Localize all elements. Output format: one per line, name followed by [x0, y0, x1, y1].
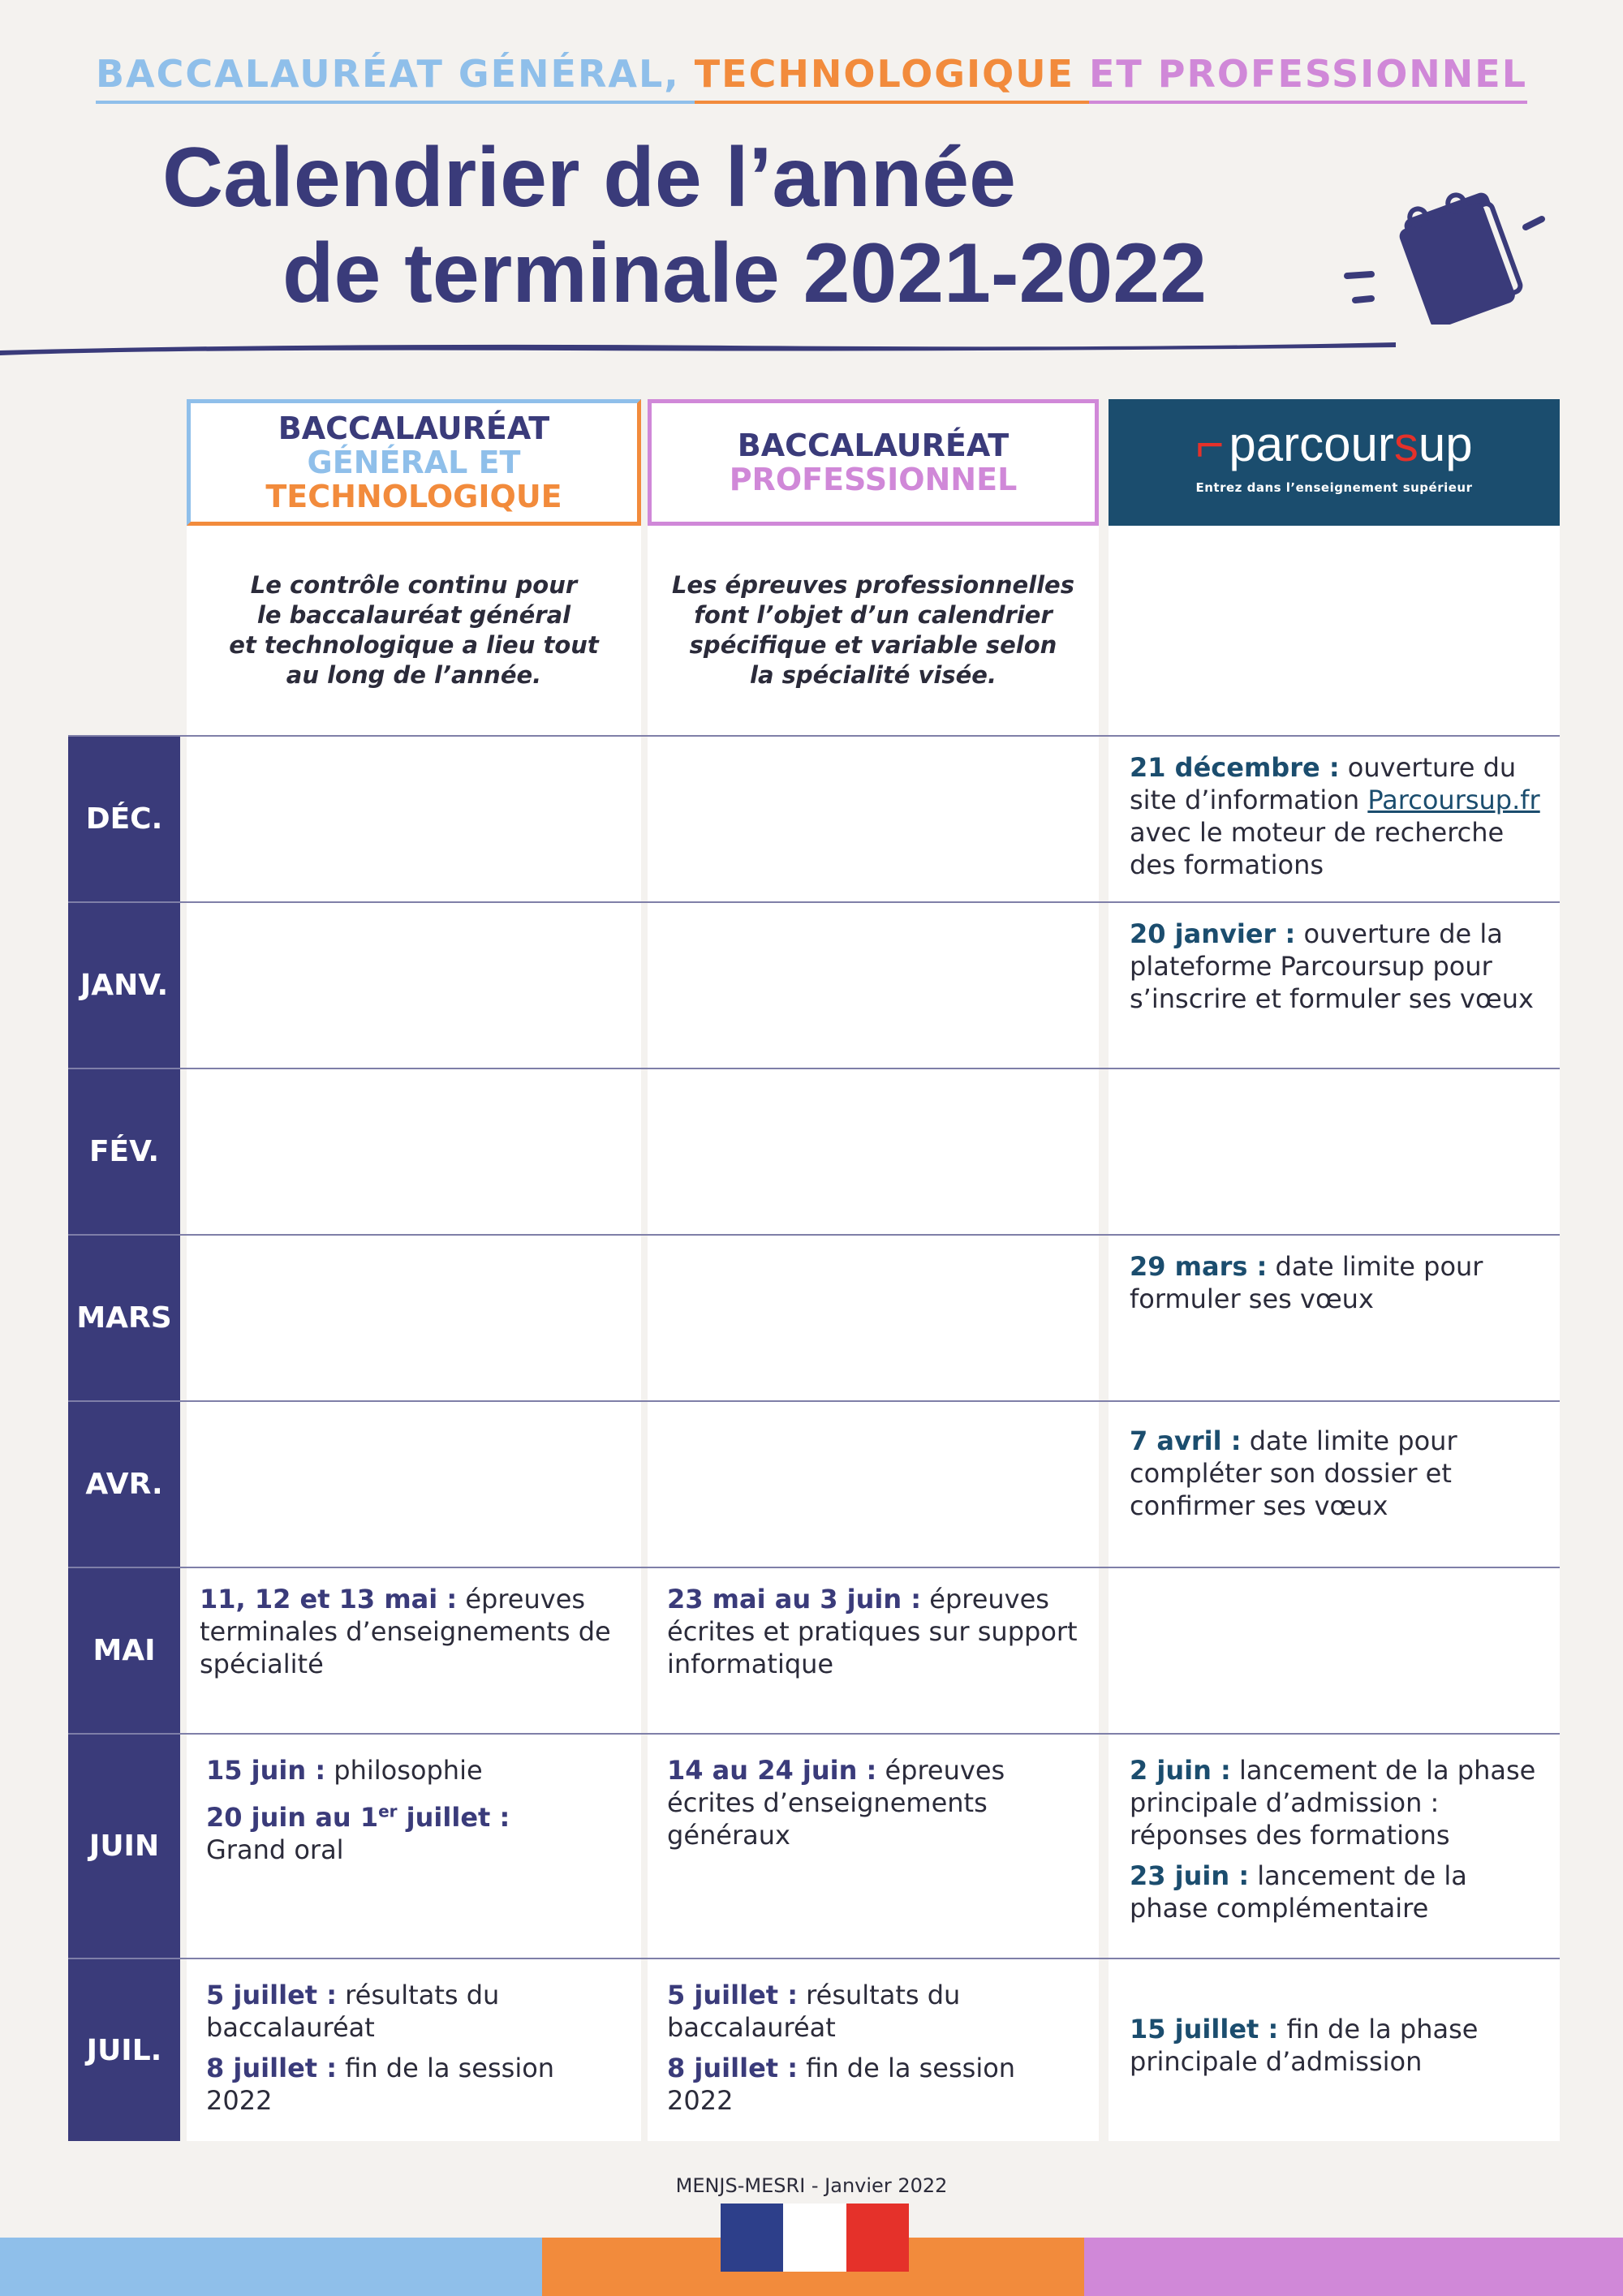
cell-pro-fev [648, 1069, 1099, 1234]
column-header-professionnel [648, 399, 1099, 526]
month-label: JUIL. [68, 1959, 180, 2141]
cell-gt-mai [187, 1568, 641, 1733]
cell-pro-juin [648, 1735, 1099, 1958]
note-gt-line-1: Le contrôle continu pour [250, 571, 578, 599]
logo-text-c: up [1418, 417, 1473, 471]
cell-pro-dec [648, 737, 1099, 901]
cell-ps-mai [1109, 1568, 1560, 1733]
cell-pro-avr [648, 1402, 1099, 1567]
cell-gt-mars [187, 1236, 641, 1400]
row-mars [68, 1234, 1560, 1400]
event-date: juillet : [397, 1801, 510, 1833]
header-part-general: BACCALAURÉAT GÉNÉRAL, [96, 52, 695, 104]
cell-gt-juin [187, 1735, 641, 1958]
event-date: 29 mars : [1130, 1251, 1268, 1282]
cell-gt-fev [187, 1069, 641, 1234]
cell-ps-mars [1109, 1236, 1560, 1400]
event-date: 20 juin au 1 [206, 1801, 379, 1833]
event-date: 11, 12 et 13 mai : [200, 1584, 458, 1615]
cell-pro-mai [648, 1568, 1099, 1733]
cell-gt-janv [187, 903, 641, 1068]
cell-pro-janv [648, 903, 1099, 1068]
cell-ps-avr [1109, 1402, 1560, 1567]
row-juil [68, 1958, 1560, 2141]
cell-ps-juil [1109, 1959, 1560, 2141]
month-label: JANV. [68, 903, 180, 1068]
row-avr [68, 1400, 1560, 1567]
cell-ps-fev [1109, 1069, 1560, 1234]
event-text: date limite pour compléter son dossier et confirmer ses vœux [1130, 1425, 1457, 1521]
event-text: épreuves écrites d’enseignements généraux [667, 1755, 1005, 1851]
parcoursup-logo [1195, 417, 1473, 505]
event-text: épreuves écrites et pratiques sur support informatique [667, 1584, 1078, 1679]
event-date: 21 décembre : [1130, 752, 1340, 783]
footer-credit: MENJS-MESRI - Janvier 2022 [675, 2174, 948, 2197]
cell-gt-avr [187, 1402, 641, 1567]
column-header-general-techno [187, 399, 641, 526]
column-header-parcoursup [1109, 399, 1560, 526]
event-text: fin de la session 2022 [667, 2053, 1016, 2116]
event-text: philosophie [325, 1755, 483, 1786]
logo-text-b: s [1393, 417, 1419, 471]
cell-gt-dec [187, 737, 641, 901]
event-text: fin de la session 2022 [206, 2053, 555, 2116]
cell-pro-juil [648, 1959, 1099, 2141]
event-date: 5 juillet : [667, 1980, 798, 2010]
republique-francaise-logo [721, 2204, 909, 2272]
note-pro-line-4: la spécialité visée. [750, 661, 997, 689]
event-text: fin de la phase principale d’admission [1130, 2014, 1479, 2077]
calendar-icon [1339, 178, 1550, 325]
logo-text-a: parcour [1229, 417, 1394, 471]
month-label: JUIN [68, 1735, 180, 1958]
month-label: MARS [68, 1236, 180, 1400]
note-gt-line-3: et technologique a lieu tout [229, 631, 599, 659]
event-text: résultats du baccalauréat [667, 1980, 961, 2043]
parcoursup-arrow-icon: ⌐ [1195, 417, 1225, 471]
event-date: 23 mai au 3 juin : [667, 1584, 922, 1615]
footer-bar-pink [1084, 2238, 1623, 2296]
cell-ps-juin [1109, 1735, 1560, 1958]
event-text: lancement de la phase complémentaire [1130, 1860, 1467, 1924]
month-label: MAI [68, 1568, 180, 1733]
note-general-techno [187, 526, 641, 735]
gt-header-line-2: GÉNÉRAL ET [307, 445, 521, 480]
event-date: 5 juillet : [206, 1980, 337, 2010]
row-dec [68, 735, 1560, 901]
row-fev [68, 1068, 1560, 1234]
event-date-sup: er [378, 1801, 398, 1821]
event-date: 8 juillet : [667, 2053, 798, 2083]
event-date: 8 juillet : [206, 2053, 337, 2083]
event-text: résultats du baccalauréat [206, 1980, 500, 2043]
parcoursup-tagline: Entrez dans l’enseignement supérieur [1195, 480, 1473, 495]
footer-bar-blue [0, 2238, 542, 2296]
note-pro-line-1: Les épreuves professionnelles [672, 571, 1074, 599]
month-label: FÉV. [68, 1069, 180, 1234]
event-text: ouverture de la plateforme Parcoursup pour s’inscrire et formuler ses vœux [1130, 918, 1534, 1014]
event-text: avec le moteur de recherche des formations [1130, 817, 1505, 880]
header-part-pro: ET PROFESSIONNEL [1089, 52, 1527, 104]
event-date: 2 juin : [1130, 1755, 1231, 1786]
event-text: ouverture du site d’information [1130, 752, 1517, 815]
row-juin [68, 1733, 1560, 1958]
event-text: lancement de la phase principale d’admission : réponses des formations [1130, 1755, 1536, 1851]
page-title [162, 130, 1207, 321]
brush-stroke-divider [0, 339, 1396, 357]
pro-header-line-1: BACCALAURÉAT [737, 428, 1010, 463]
row-janv [68, 901, 1560, 1068]
row-mai [68, 1567, 1560, 1733]
gt-header-line-3: TECHNOLOGIQUE [265, 479, 562, 514]
month-label: AVR. [68, 1402, 180, 1567]
event-date: 15 juillet : [1130, 2014, 1279, 2044]
pro-header-line-2: PROFESSIONNEL [729, 462, 1018, 497]
cell-ps-dec [1109, 737, 1560, 901]
title-line-1: Calendrier de l’année [162, 131, 1016, 225]
event-date: 23 juin : [1130, 1860, 1250, 1891]
event-text: épreuves terminales d’enseignements de spécialité [200, 1584, 611, 1679]
note-professionnel [648, 526, 1099, 735]
gt-header-line-1: BACCALAURÉAT [278, 411, 550, 446]
cell-pro-mars [648, 1236, 1099, 1400]
event-text: date limite pour formuler ses vœux [1130, 1251, 1483, 1314]
note-pro-line-3: spécifique et variable selon [689, 631, 1057, 659]
note-pro-line-2: font l’objet d’un calendrier [694, 601, 1053, 629]
month-label: DÉC. [68, 737, 180, 901]
parcoursup-link[interactable]: Parcoursup.fr [1367, 785, 1540, 815]
note-parcoursup-empty [1109, 526, 1560, 735]
event-date: 7 avril : [1130, 1425, 1242, 1456]
event-date: 14 au 24 juin : [667, 1755, 877, 1786]
header-part-techno: TECHNOLOGIQUE [695, 52, 1089, 104]
title-line-2: de terminale 2021-2022 [282, 226, 1207, 320]
note-gt-line-2: le baccalauréat général [256, 601, 571, 629]
calendar-table [68, 735, 1560, 2141]
event-date: 15 juin : [206, 1755, 326, 1786]
cell-ps-janv [1109, 903, 1560, 1068]
note-gt-line-4: au long de l’année. [286, 661, 542, 689]
event-date: 20 janvier : [1130, 918, 1296, 949]
cell-gt-juil [187, 1959, 641, 2141]
event-text: Grand oral [206, 1834, 344, 1865]
header-subtitle [0, 52, 1623, 96]
